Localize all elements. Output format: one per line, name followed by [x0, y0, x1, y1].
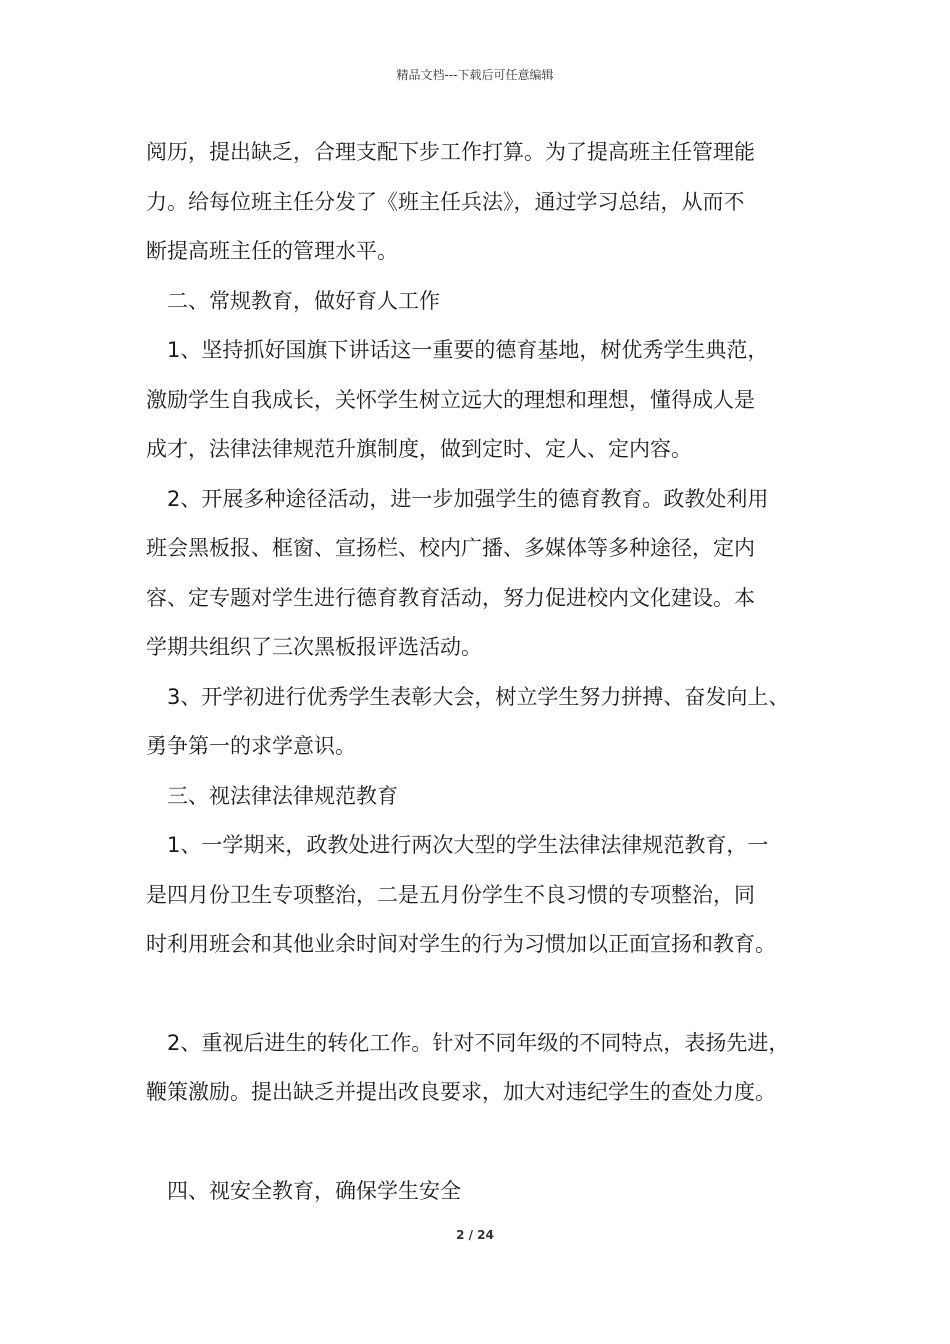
document-body: [146, 128, 826, 1216]
section-heading: 二、常规教育，做好育人工作: [167, 288, 440, 313]
body-line: 2、开展多种途径活动，进一步加强学生的德育教育。政教处利用: [167, 486, 769, 511]
body-line: 学期共组织了三次黑板报评选活动。: [146, 635, 482, 659]
body-line: 是四月份卫生专项整治，二是五月份学生不良习惯的专项整治，同: [146, 882, 755, 907]
body-line: 力。给每位班主任分发了《班主任兵法》，通过学习总结，从而不: [146, 189, 745, 214]
body-line: 容、定专题对学生进行德育教育活动，努力促进校内文化建设。本: [146, 585, 755, 610]
section-heading: 四、视安全教育，确保学生安全: [167, 1178, 461, 1203]
page-number: 2 / 24: [456, 1228, 494, 1242]
body-line: 班会黑板报、框窗、宣扬栏、校内广播、多媒体等多种途径，定内: [146, 536, 755, 560]
page-header: 精品文档---下载后可任意编辑: [396, 68, 554, 82]
body-line: 3、开学初进行优秀学生表彰大会，树立学生努力拼搏、奋发向上、: [167, 684, 790, 709]
paragraph-gap: [146, 970, 826, 1019]
body-line: 鞭策激励。提出缺乏并提出改良要求，加大对违纪学生的查处力度。: [146, 1080, 776, 1104]
section-heading: 三、视法律法律规范教育: [167, 783, 398, 808]
body-line: 激励学生自我成长，关怀学生树立远大的理想和理想，懂得成人是: [146, 387, 755, 412]
body-line: 勇争第一的求学意识。: [146, 734, 356, 758]
body-line: 成才，法律法律规范升旗制度，做到定时、定人、定内容。: [146, 437, 692, 461]
body-line: 时利用班会和其他业余时间对学生的行为习惯加以正面宣扬和教育。: [146, 932, 776, 956]
body-line: 1、一学期来，政教处进行两次大型的学生法律法律规范教育，一: [167, 833, 769, 857]
body-line: 断提高班主任的管理水平。: [146, 239, 398, 263]
body-line: 阅历，提出缺乏，合理支配下步工作打算。为了提高班主任管理能: [146, 140, 755, 164]
paragraph-gap: [146, 1118, 826, 1167]
body-line: 2、重视后进生的转化工作。针对不同年级的不同特点，表扬先进，: [167, 1030, 790, 1055]
body-line: 1、坚持抓好国旗下讲话这一重要的德育基地，树优秀学生典范，: [167, 338, 769, 362]
